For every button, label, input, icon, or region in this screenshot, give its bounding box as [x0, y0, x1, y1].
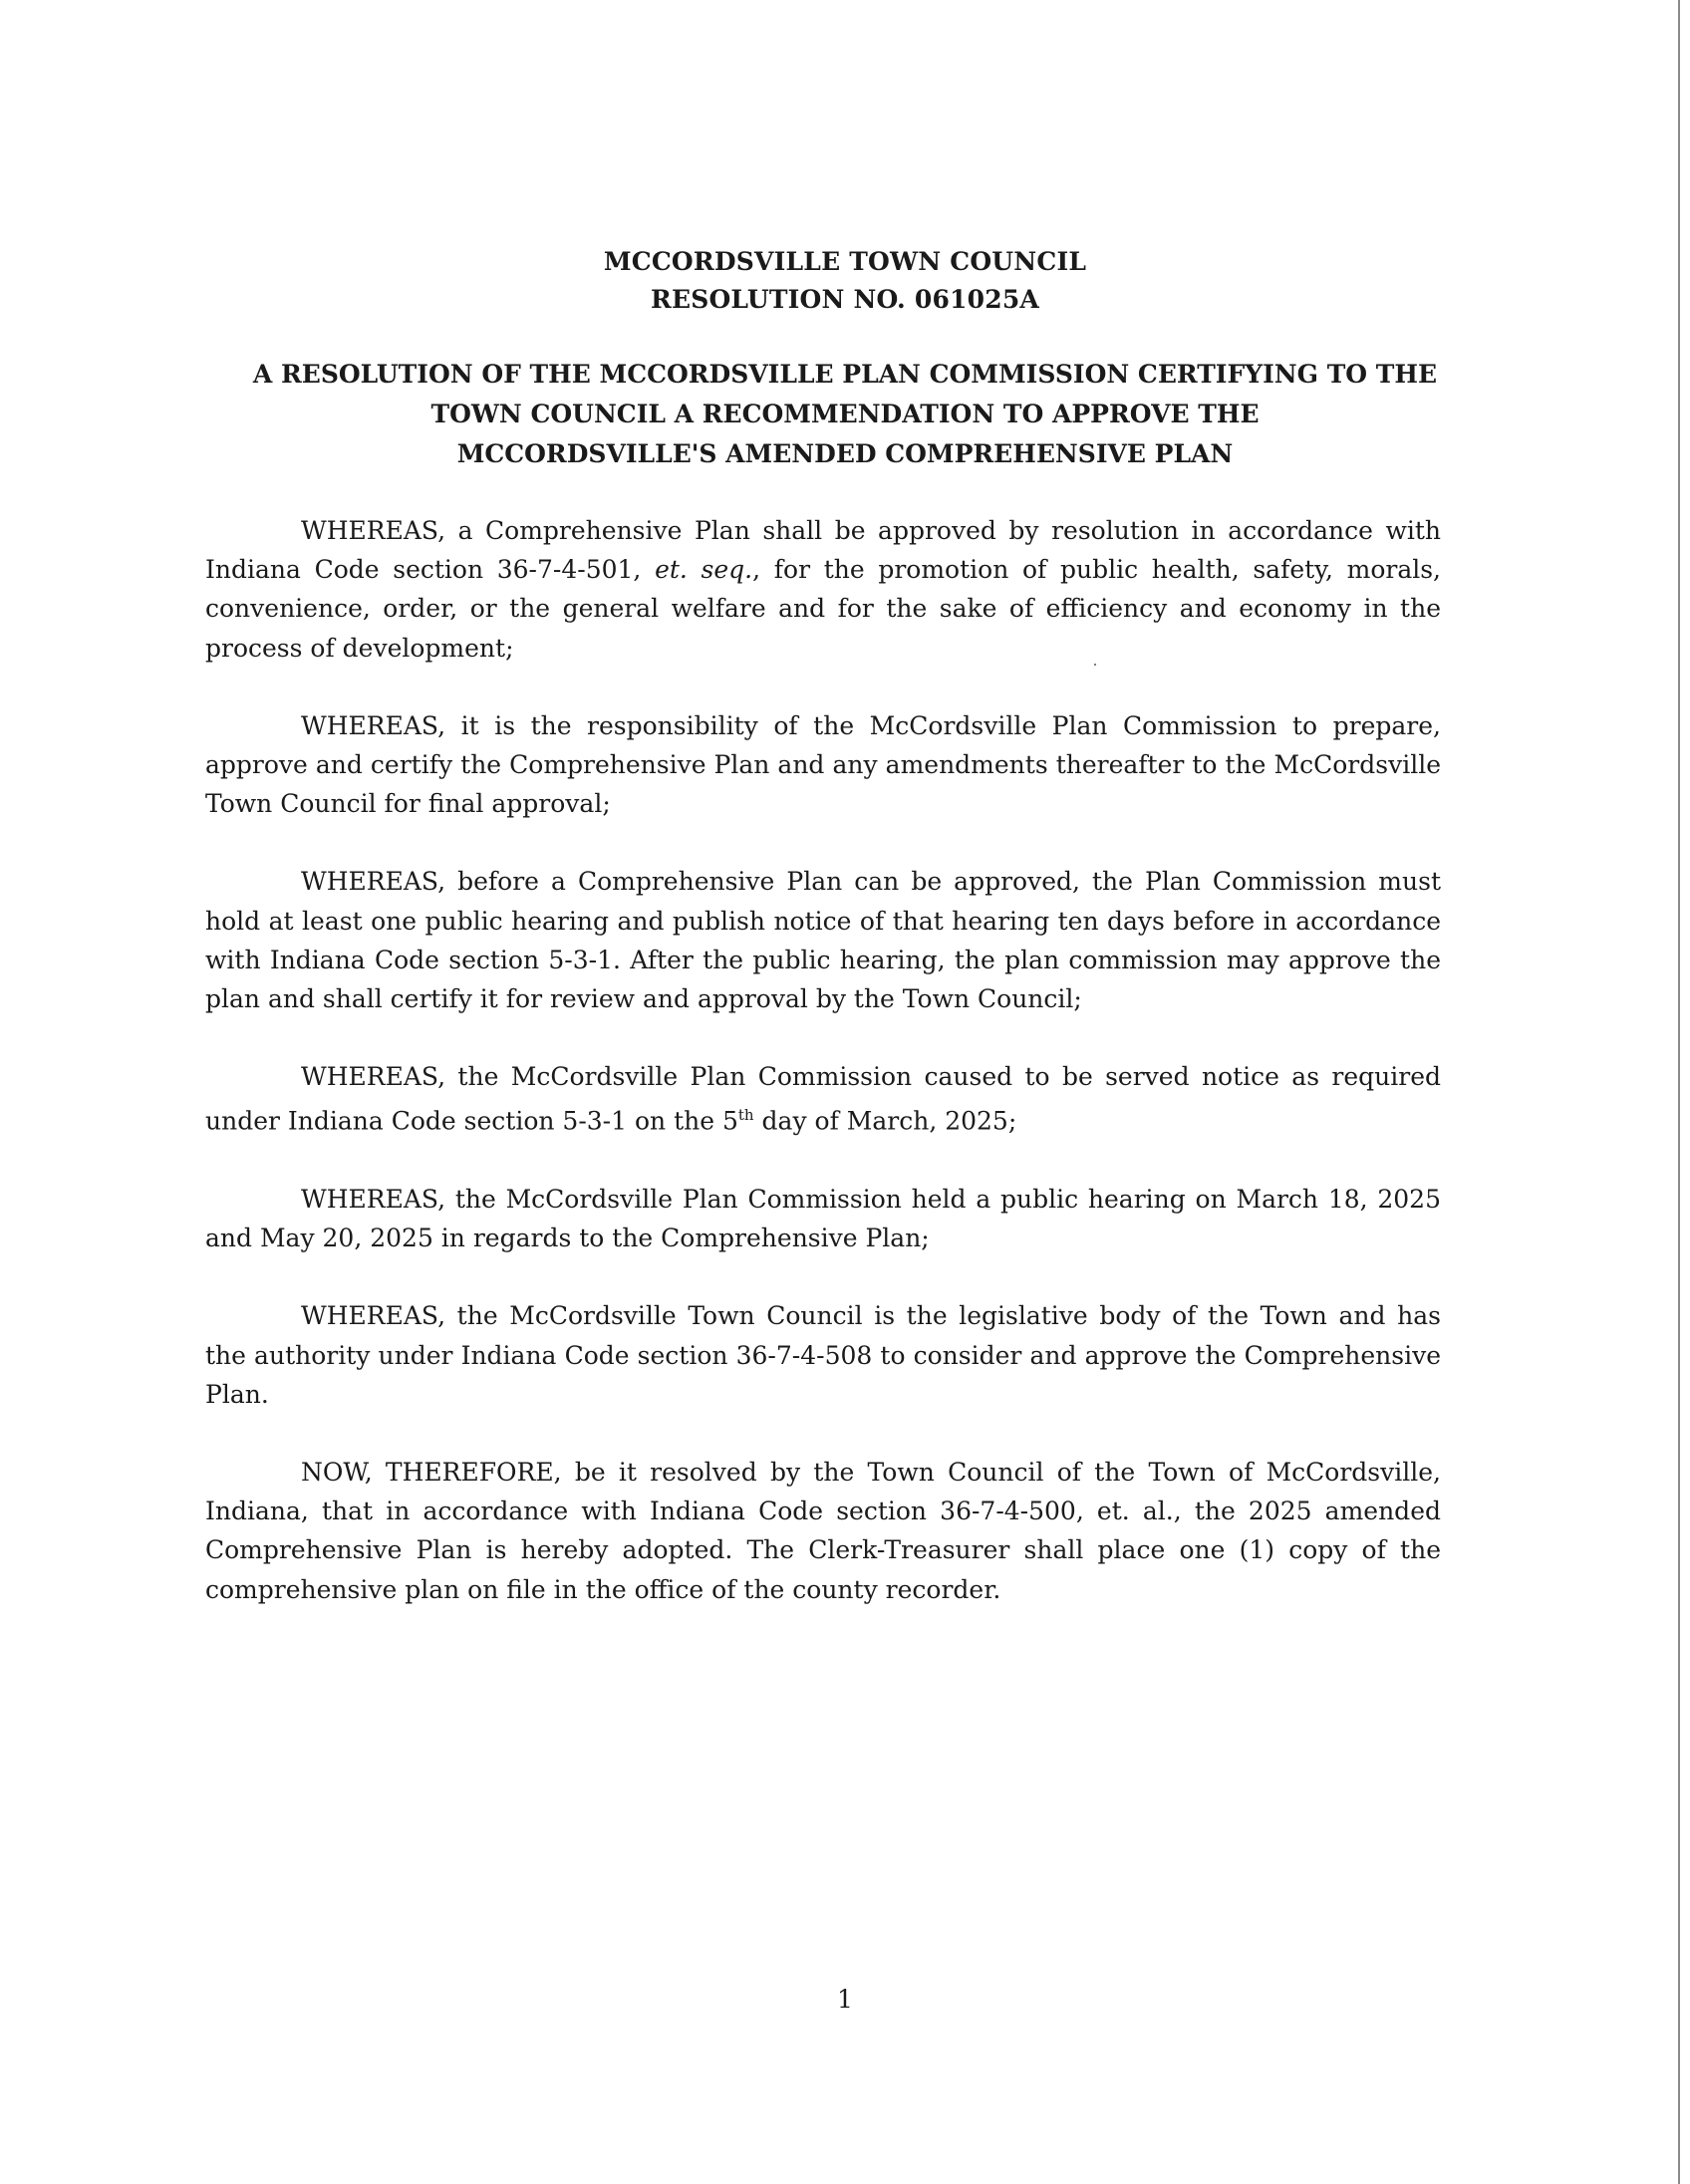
- whereas-paragraph-4: [205, 1057, 1441, 1141]
- heading-line-2: TOWN COUNCIL A RECOMMENDATION TO APPROVE THE: [430, 400, 1260, 428]
- resolution-body: [205, 511, 1441, 1648]
- p1-italic-et-seq: et. seq.: [655, 555, 753, 585]
- heading-line-1: A RESOLUTION OF THE MCCORDSVILLE PLAN COMMISSION CERTIFYING TO THE: [252, 360, 1438, 389]
- page-number: 1: [837, 1985, 853, 2014]
- scan-edge-line: [1678, 0, 1680, 2184]
- whereas-paragraph-5: WHEREAS, the McCordsville Plan Commission held a public hearing on March 18, 2025 and May 20, 2025 in regards to the Comprehensive Plan;: [205, 1184, 1441, 1253]
- p1-text-before: WHEREAS, a Comprehensive Plan shall be approved by resolution in accordance with Indiana Code section 36-7-4-501,: [205, 516, 1441, 585]
- p1-text-after: , for the promotion of public health, safety, morals, convenience, order, or the general welfare and for the sake of efficiency and economy in the process of development;: [205, 555, 1442, 663]
- p4-text-before: WHEREAS, the McCordsville Plan Commission caused to be served notice as required under Indiana Code section 5-3-1 on the 5: [205, 1062, 1441, 1136]
- resolved-paragraph: NOW, THEREFORE, be it resolved by the Town Council of the Town of McCordsville, Indiana, that in accordance with Indiana Code section 36-7-4-500, et. al., the 2025 amended Comprehensive Plan is hereby adopted. The Clerk-Treasurer shall place one (1) copy of the comprehensive plan on file in the office of the county recorder.: [205, 1457, 1441, 1604]
- whereas-paragraph-2: WHEREAS, it is the responsibility of the McCordsville Plan Commission to prepare, approve and certify the Comprehensive Plan and any amendments thereafter to the McCordsville Town Council for final approval;: [205, 710, 1441, 819]
- council-title: MCCORDSVILLE TOWN COUNCIL: [603, 247, 1087, 276]
- p4-ordinal-suffix: th: [737, 1106, 754, 1125]
- whereas-paragraph-3: WHEREAS, before a Comprehensive Plan can be approved, the Plan Commission must hold at least one public hearing and publish notice of that hearing ten days before in accordance with Indiana Code section 5-3-1. After the public hearing, the plan commission may approve the plan and shall certify it for review and approval by the Town Council;: [205, 867, 1441, 1014]
- heading-line-3: MCCORDSVILLE'S AMENDED COMPREHENSIVE PLAN: [456, 439, 1234, 468]
- p4-text-after: day of March, 2025;: [753, 1106, 1017, 1136]
- resolution-number: RESOLUTION NO. 061025A: [650, 285, 1040, 314]
- resolution-heading: [199, 355, 1491, 474]
- whereas-paragraph-6: WHEREAS, the McCordsville Town Council is the legislative body of the Town and has the authority under Indiana Code section 36-7-4-508 to consider and approve the Comprehensive Plan.: [205, 1301, 1441, 1409]
- whereas-paragraph-1: [205, 511, 1441, 668]
